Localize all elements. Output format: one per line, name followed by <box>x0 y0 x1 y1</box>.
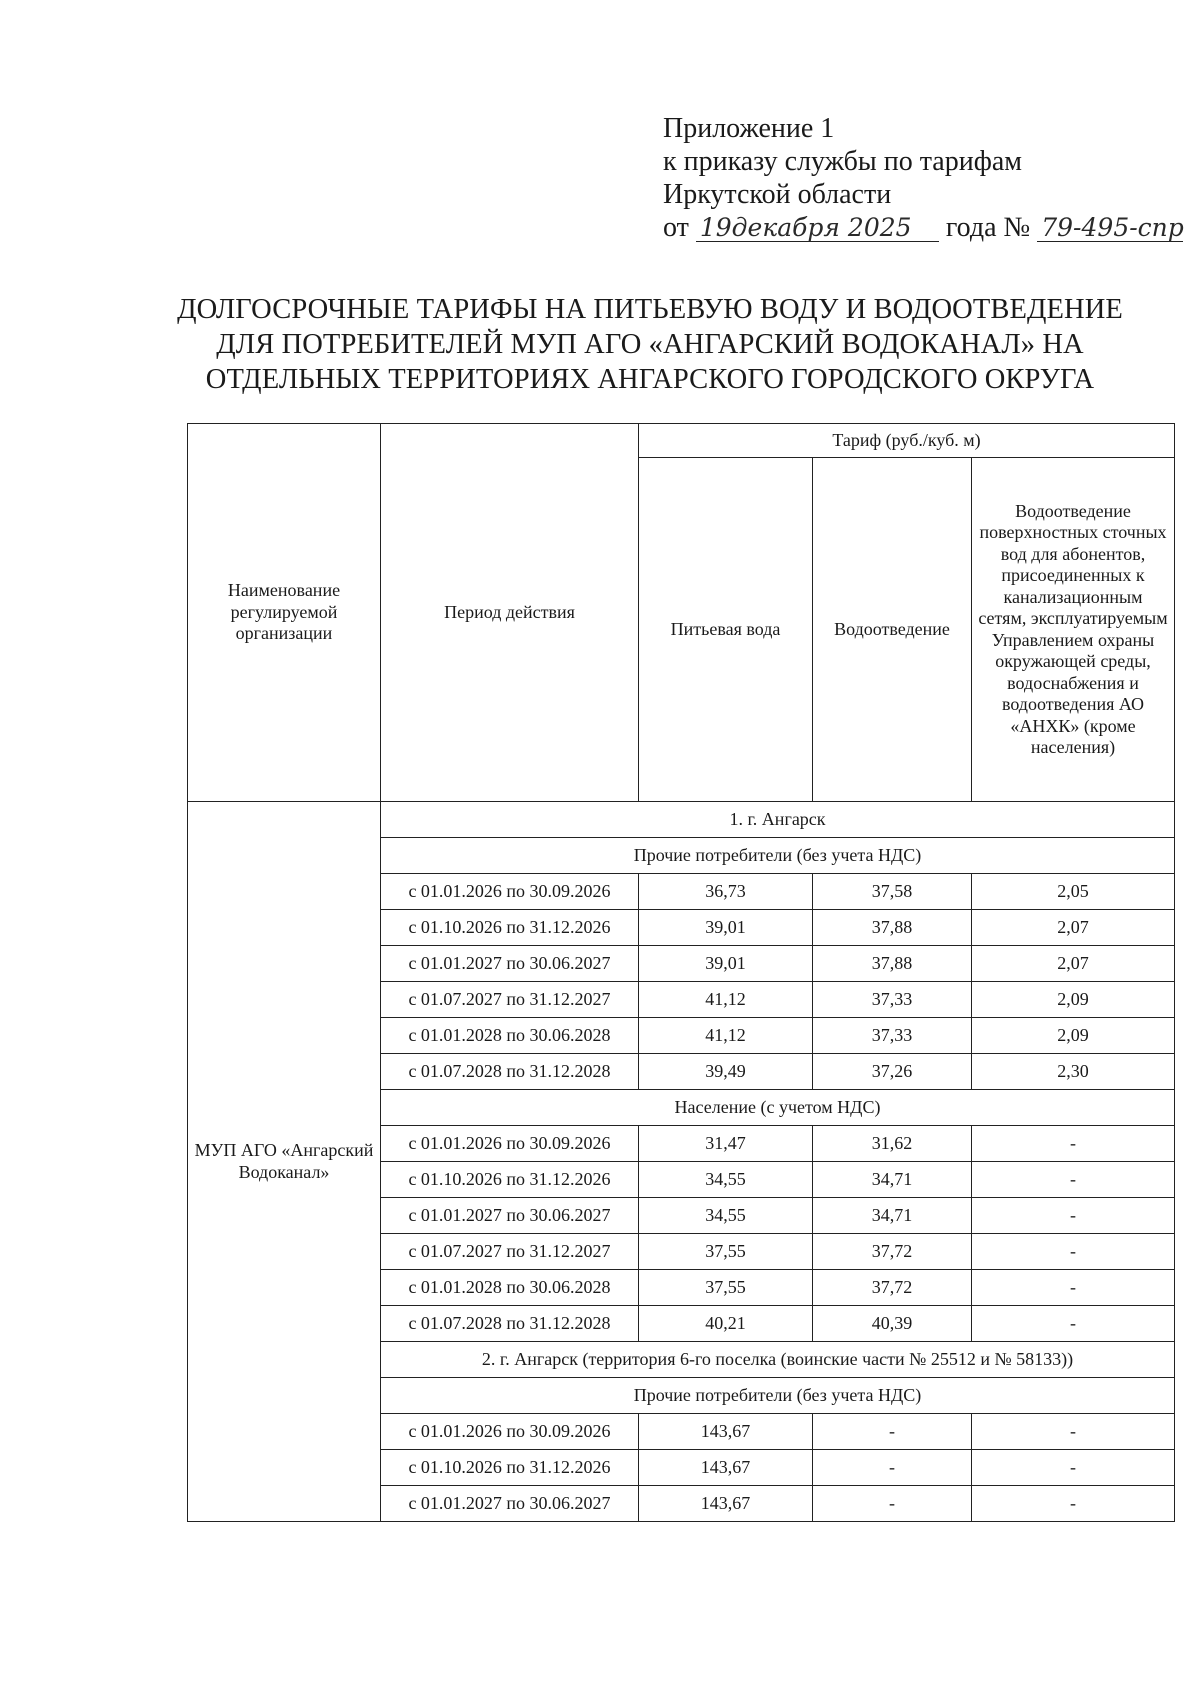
period-cell: с 01.01.2026 по 30.09.2026 <box>381 1126 639 1162</box>
header-org: Наименование регулируемой организации <box>188 424 381 802</box>
header-wastewater: Водоотведение <box>813 458 972 802</box>
appendix-line-2: к приказу службы по тарифам <box>663 146 1022 177</box>
surface-wastewater-cell: - <box>972 1198 1175 1234</box>
drinking-water-cell: 143,67 <box>639 1414 813 1450</box>
appendix-line-4 <box>663 211 1183 244</box>
wastewater-cell: - <box>813 1414 972 1450</box>
drinking-water-cell: 36,73 <box>639 874 813 910</box>
drinking-water-cell: 41,12 <box>639 982 813 1018</box>
tariff-table-body <box>188 424 1175 1522</box>
header-surface-wastewater: Водоотведение поверхностных сточных вод для абонентов, присоединенных к канализационным сетям, эксплуатируемым Управлением охраны окружающей среды, водоснабжения и водоотведения АО «АНХК» (кроме населения) <box>972 458 1175 802</box>
surface-wastewater-cell: - <box>972 1306 1175 1342</box>
consumer-group-title: Прочие потребители (без учета НДС) <box>381 1378 1175 1414</box>
from-label: от <box>663 212 689 243</box>
drinking-water-cell: 41,12 <box>639 1018 813 1054</box>
wastewater-cell: - <box>813 1450 972 1486</box>
surface-wastewater-cell: - <box>972 1450 1175 1486</box>
header-period: Период действия <box>381 424 639 802</box>
organization-name: МУП АГО «Ангарский Водоканал» <box>188 802 381 1522</box>
wastewater-cell: 37,72 <box>813 1270 972 1306</box>
wastewater-cell: 37,88 <box>813 946 972 982</box>
wastewater-cell: 37,33 <box>813 1018 972 1054</box>
consumer-group-title: Прочие потребители (без учета НДС) <box>381 838 1175 874</box>
appendix-line-3: Иркутской области <box>663 179 892 210</box>
surface-wastewater-cell: 2,30 <box>972 1054 1175 1090</box>
tariff-table <box>187 423 1175 1522</box>
title-line-2: ДЛЯ ПОТРЕБИТЕЛЕЙ МУП АГО «АНГАРСКИЙ ВОДОКАНАЛ» НА <box>216 329 1084 360</box>
period-cell: с 01.10.2026 по 31.12.2026 <box>381 1450 639 1486</box>
wastewater-cell: 31,62 <box>813 1126 972 1162</box>
header-tariff-group: Тариф (руб./куб. м) <box>639 424 1175 458</box>
consumer-group-title: Население (с учетом НДС) <box>381 1090 1175 1126</box>
wastewater-cell: 37,26 <box>813 1054 972 1090</box>
period-cell: с 01.07.2027 по 31.12.2027 <box>381 1234 639 1270</box>
wastewater-cell: - <box>813 1486 972 1522</box>
drinking-water-cell: 39,01 <box>639 946 813 982</box>
appendix-block <box>663 112 1183 244</box>
period-cell: с 01.01.2028 по 30.06.2028 <box>381 1018 639 1054</box>
surface-wastewater-cell: 2,07 <box>972 910 1175 946</box>
period-cell: с 01.10.2026 по 31.12.2026 <box>381 1162 639 1198</box>
territory-title: 1. г. Ангарск <box>381 802 1175 838</box>
drinking-water-cell: 34,55 <box>639 1162 813 1198</box>
period-cell: с 01.01.2027 по 30.06.2027 <box>381 1486 639 1522</box>
header-drinking-water: Питьевая вода <box>639 458 813 802</box>
header-row-top <box>188 424 1175 458</box>
appendix-line-1: Приложение 1 <box>663 113 835 144</box>
drinking-water-cell: 39,49 <box>639 1054 813 1090</box>
period-cell: с 01.07.2028 по 31.12.2028 <box>381 1054 639 1090</box>
wastewater-cell: 34,71 <box>813 1162 972 1198</box>
handwritten-date: 19декабря 2025 <box>696 215 939 242</box>
drinking-water-cell: 39,01 <box>639 910 813 946</box>
drinking-water-cell: 37,55 <box>639 1270 813 1306</box>
period-cell: с 01.01.2027 по 30.06.2027 <box>381 1198 639 1234</box>
drinking-water-cell: 40,21 <box>639 1306 813 1342</box>
title-line-1: ДОЛГОСРОЧНЫЕ ТАРИФЫ НА ПИТЬЕВУЮ ВОДУ И ВОДООТВЕДЕНИЕ <box>177 294 1123 325</box>
surface-wastewater-cell: 2,05 <box>972 874 1175 910</box>
drinking-water-cell: 143,67 <box>639 1450 813 1486</box>
surface-wastewater-cell: 2,09 <box>972 1018 1175 1054</box>
surface-wastewater-cell: - <box>972 1126 1175 1162</box>
surface-wastewater-cell: 2,07 <box>972 946 1175 982</box>
period-cell: с 01.01.2026 по 30.09.2026 <box>381 874 639 910</box>
period-cell: с 01.01.2028 по 30.06.2028 <box>381 1270 639 1306</box>
period-cell: с 01.07.2028 по 31.12.2028 <box>381 1306 639 1342</box>
surface-wastewater-cell: - <box>972 1270 1175 1306</box>
wastewater-cell: 34,71 <box>813 1198 972 1234</box>
wastewater-cell: 37,58 <box>813 874 972 910</box>
surface-wastewater-cell: 2,09 <box>972 982 1175 1018</box>
surface-wastewater-cell: - <box>972 1234 1175 1270</box>
surface-wastewater-cell: - <box>972 1414 1175 1450</box>
drinking-water-cell: 34,55 <box>639 1198 813 1234</box>
surface-wastewater-cell: - <box>972 1486 1175 1522</box>
document-title <box>150 292 1150 397</box>
period-cell: с 01.10.2026 по 31.12.2026 <box>381 910 639 946</box>
wastewater-cell: 37,72 <box>813 1234 972 1270</box>
period-cell: с 01.07.2027 по 31.12.2027 <box>381 982 639 1018</box>
wastewater-cell: 40,39 <box>813 1306 972 1342</box>
territory-title: 2. г. Ангарск (территория 6-го поселка (воинские части № 25512 и № 58133)) <box>381 1342 1175 1378</box>
drinking-water-cell: 37,55 <box>639 1234 813 1270</box>
territory-row <box>188 802 1175 838</box>
surface-wastewater-cell: - <box>972 1162 1175 1198</box>
year-number-label: года № <box>945 212 1031 243</box>
handwritten-order-number: 79-495-спр <box>1037 215 1183 242</box>
drinking-water-cell: 31,47 <box>639 1126 813 1162</box>
drinking-water-cell: 143,67 <box>639 1486 813 1522</box>
period-cell: с 01.01.2026 по 30.09.2026 <box>381 1414 639 1450</box>
wastewater-cell: 37,33 <box>813 982 972 1018</box>
title-line-3: ОТДЕЛЬНЫХ ТЕРРИТОРИЯХ АНГАРСКОГО ГОРОДСКОГО ОКРУГА <box>205 364 1095 395</box>
period-cell: с 01.01.2027 по 30.06.2027 <box>381 946 639 982</box>
wastewater-cell: 37,88 <box>813 910 972 946</box>
